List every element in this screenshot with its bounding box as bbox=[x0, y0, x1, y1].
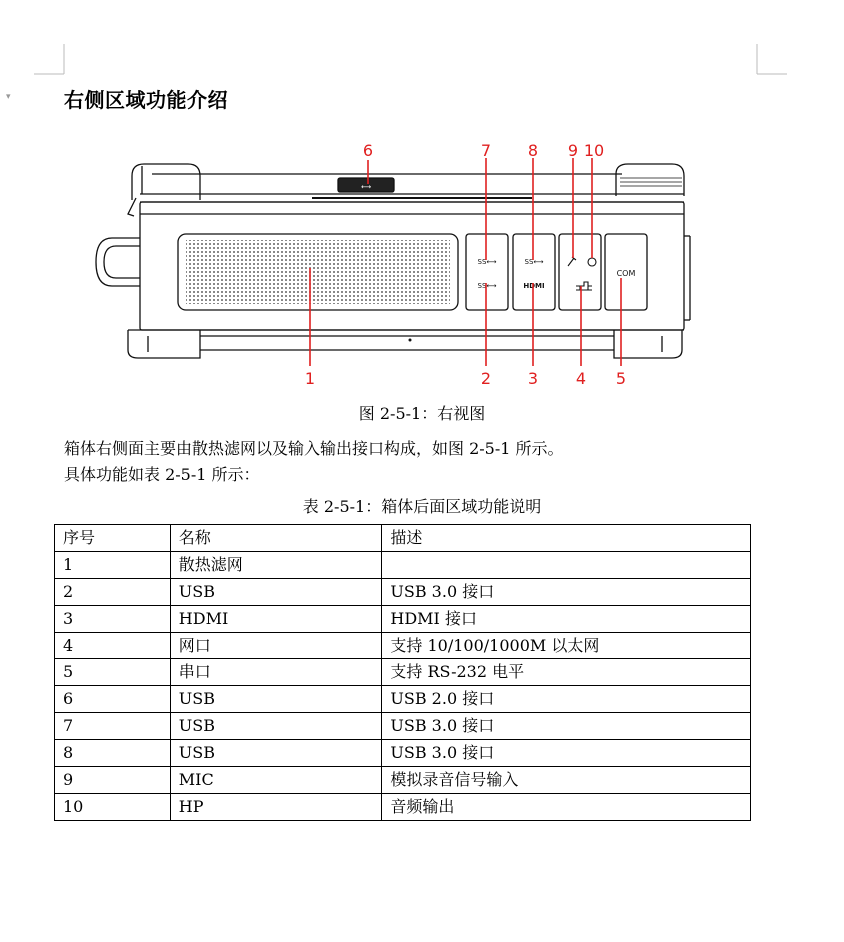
header-description: 描述 bbox=[382, 525, 751, 552]
cell-name: MIC bbox=[170, 767, 382, 794]
cell-description: 支持 10/100/1000M 以太网 bbox=[382, 632, 751, 659]
cell-index: 7 bbox=[55, 713, 171, 740]
cell-description: USB 3.0 接口 bbox=[382, 740, 751, 767]
header-name: 名称 bbox=[170, 525, 382, 552]
callout-6: 6 bbox=[362, 141, 374, 160]
function-table bbox=[54, 524, 751, 821]
section-heading: 右侧区域功能介绍 bbox=[64, 88, 228, 112]
callout-3: 3 bbox=[527, 369, 539, 388]
table-row bbox=[55, 740, 751, 767]
cell-name: 串口 bbox=[170, 659, 382, 686]
table-caption: 表 2-5-1：箱体后面区域功能说明 bbox=[302, 497, 542, 516]
callout-10: 10 bbox=[583, 141, 605, 160]
cell-index: 1 bbox=[55, 551, 171, 578]
header-index: 序号 bbox=[55, 525, 171, 552]
cell-name: 散热滤网 bbox=[170, 551, 382, 578]
collapse-arrow-icon[interactable]: ▾ bbox=[6, 92, 11, 102]
cell-index: 6 bbox=[55, 686, 171, 713]
table-row bbox=[55, 578, 751, 605]
hdmi-port-label: HDMI bbox=[523, 282, 545, 290]
cell-description: HDMI 接口 bbox=[382, 605, 751, 632]
top-right-corner-mark bbox=[756, 44, 788, 76]
usb3-port-label-3: SS⟷ bbox=[524, 258, 544, 266]
cell-description: USB 2.0 接口 bbox=[382, 686, 751, 713]
cell-index: 4 bbox=[55, 632, 171, 659]
cell-description bbox=[382, 551, 751, 578]
cell-index: 5 bbox=[55, 659, 171, 686]
cell-description: 支持 RS-232 电平 bbox=[382, 659, 751, 686]
cell-name: 网口 bbox=[170, 632, 382, 659]
table-row bbox=[55, 632, 751, 659]
callout-5: 5 bbox=[615, 369, 627, 388]
table-row bbox=[55, 767, 751, 794]
cell-name: USB bbox=[170, 686, 382, 713]
usb3-port-label-bottom: SS⟷ bbox=[477, 282, 497, 290]
cell-description: 音频输出 bbox=[382, 793, 751, 820]
table-row bbox=[55, 551, 751, 578]
device-right-view-figure bbox=[92, 138, 692, 393]
cell-name: USB bbox=[170, 713, 382, 740]
cell-index: 9 bbox=[55, 767, 171, 794]
callout-2: 2 bbox=[480, 369, 492, 388]
cell-index: 8 bbox=[55, 740, 171, 767]
table-row bbox=[55, 605, 751, 632]
usb3-port-label-top: SS⟷ bbox=[477, 258, 497, 266]
cell-index: 2 bbox=[55, 578, 171, 605]
cell-name: USB bbox=[170, 740, 382, 767]
callout-1: 1 bbox=[304, 369, 316, 388]
table-header-row bbox=[55, 525, 751, 552]
figure-caption: 图 2-5-1：右视图 bbox=[358, 404, 486, 423]
body-paragraph-1: 箱体右侧面主要由散热滤网以及输入输出接口构成，如图 2-5-1 所示。 bbox=[64, 439, 564, 458]
callout-9: 9 bbox=[567, 141, 579, 160]
callout-7: 7 bbox=[480, 141, 492, 160]
com-port-label: COM bbox=[616, 269, 636, 278]
table-row bbox=[55, 686, 751, 713]
cell-description: 模拟录音信号输入 bbox=[382, 767, 751, 794]
cell-description: USB 3.0 接口 bbox=[382, 578, 751, 605]
network-icon bbox=[576, 282, 592, 290]
table-row bbox=[55, 793, 751, 820]
cell-name: USB bbox=[170, 578, 382, 605]
mic-icon bbox=[568, 257, 576, 266]
cell-name: HP bbox=[170, 793, 382, 820]
table-row bbox=[55, 713, 751, 740]
cell-description: USB 3.0 接口 bbox=[382, 713, 751, 740]
cell-index: 3 bbox=[55, 605, 171, 632]
callout-8: 8 bbox=[527, 141, 539, 160]
callout-4: 4 bbox=[575, 369, 587, 388]
body-paragraph-2: 具体功能如表 2-5-1 所示： bbox=[64, 465, 260, 484]
table-row bbox=[55, 659, 751, 686]
top-left-corner-mark bbox=[34, 44, 66, 76]
usb2-port-label: ⟷ bbox=[360, 183, 372, 191]
headphone-icon bbox=[588, 258, 596, 266]
cell-index: 10 bbox=[55, 793, 171, 820]
cell-name: HDMI bbox=[170, 605, 382, 632]
